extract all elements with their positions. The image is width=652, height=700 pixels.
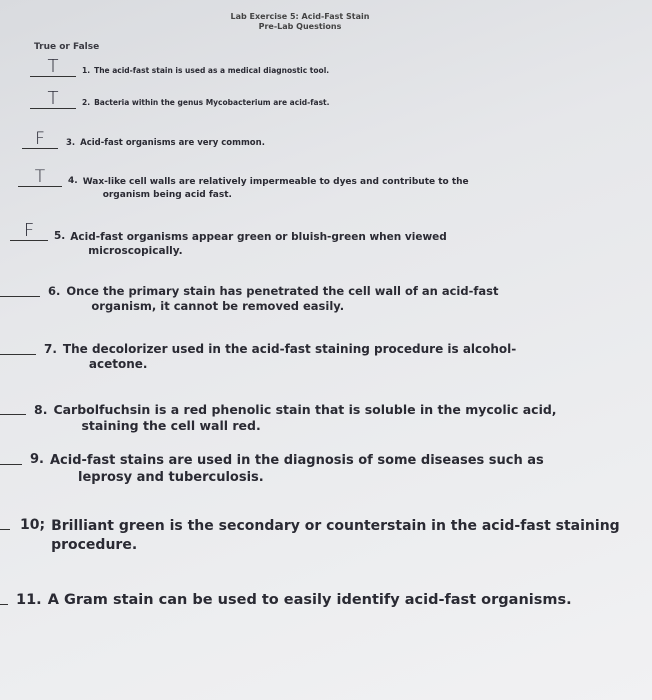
answer-1: T [47,56,59,77]
question-text-11 [48,592,572,608]
question-text-2 [94,98,329,107]
answer-blank-9[interactable] [0,450,22,465]
question-text-10 [51,517,620,555]
question-6-line-2: organism, it cannot be removed easily. [91,299,345,313]
question-number-7: 7. [44,342,57,356]
question-5-line-2: microscopically. [88,245,183,257]
question-text-3 [80,138,265,148]
section-heading: True or False [34,42,100,52]
question-11 [0,590,572,608]
question-6-line-1: Once the primary stain has penetrated the cell wall of an acid-fast [66,284,499,298]
answer-4: T [34,167,46,187]
question-9 [0,450,544,486]
title-line-1: Lab Exercise 5: Acid-Fast Stain [230,12,370,21]
question-number-1: 1. [82,66,91,75]
answer-blank-5[interactable] [10,220,48,241]
question-10-line-1: Brilliant green is the secondary or counterstain in the acid-fast staining [51,518,620,534]
question-3 [22,129,265,149]
question-text-8 [53,402,556,434]
question-number-11: 11. [16,592,42,608]
question-number-3: 3. [66,138,76,148]
question-2 [30,88,330,109]
question-3-line-1: Acid-fast organisms are very common. [80,138,265,148]
question-text-7 [63,342,516,372]
question-8-line-2: staining the cell wall red. [81,418,261,433]
answer-2: T [47,88,59,109]
question-number-10: 10; [20,517,46,533]
question-number-8: 8. [34,402,48,417]
answer-blank-4[interactable] [18,167,62,187]
question-9-line-1: Acid-fast stains are used in the diagnosis of some diseases such as [49,453,544,468]
question-5-line-1: Acid-fast organisms appear green or bluish-green when viewed [70,231,447,243]
question-text-9 [50,452,544,486]
answer-blank-7[interactable] [0,340,36,355]
question-8-line-1: Carbolfuchsin is a red phenolic stain that is soluble in the mycolic acid, [53,402,557,417]
question-5 [10,220,447,258]
question-number-6: 6. [48,284,61,298]
document-title [220,12,380,32]
answer-blank-1[interactable] [30,56,76,77]
question-4-line-1: Wax-like cell walls are relatively impermeable to dyes and contribute to the [82,177,469,187]
question-11-line-1: A Gram stain can be used to easily identify acid-fast organisms. [47,592,572,608]
answer-5: F [23,220,35,241]
question-number-5: 5. [54,230,66,242]
answer-3: F [35,129,45,149]
question-text-1 [94,66,329,75]
question-2-line-1: Bacteria within the genus Mycobacterium are acid-fast. [94,98,330,107]
question-10 [0,515,620,555]
title-line-2: Pre-Lab Questions [258,22,342,31]
question-7-line-2: acetone. [88,357,148,371]
answer-blank-11[interactable] [0,590,8,605]
question-7 [0,340,516,372]
answer-blank-8[interactable] [0,400,26,415]
question-4 [18,167,469,202]
question-9-line-2: leprosy and tuberculosis. [77,470,264,485]
question-number-9: 9. [30,452,44,467]
question-6 [0,282,498,314]
question-1 [30,56,330,77]
question-8 [0,400,557,434]
answer-blank-3[interactable] [22,129,58,149]
answer-blank-10[interactable] [0,515,10,530]
question-number-4: 4. [68,176,78,186]
question-7-line-1: The decolorizer used in the acid-fast staining procedure is alcohol- [62,342,517,356]
answer-blank-2[interactable] [30,88,76,109]
question-10-line-2: procedure. [51,537,138,553]
question-text-4 [83,176,469,202]
question-text-5 [70,230,447,258]
answer-blank-6[interactable] [0,282,40,297]
question-number-2: 2. [82,98,91,107]
question-4-line-2: organism being acid fast. [102,190,232,200]
question-text-6 [66,284,498,314]
question-1-line-1: The acid-fast stain is used as a medical diagnostic tool. [94,66,330,75]
